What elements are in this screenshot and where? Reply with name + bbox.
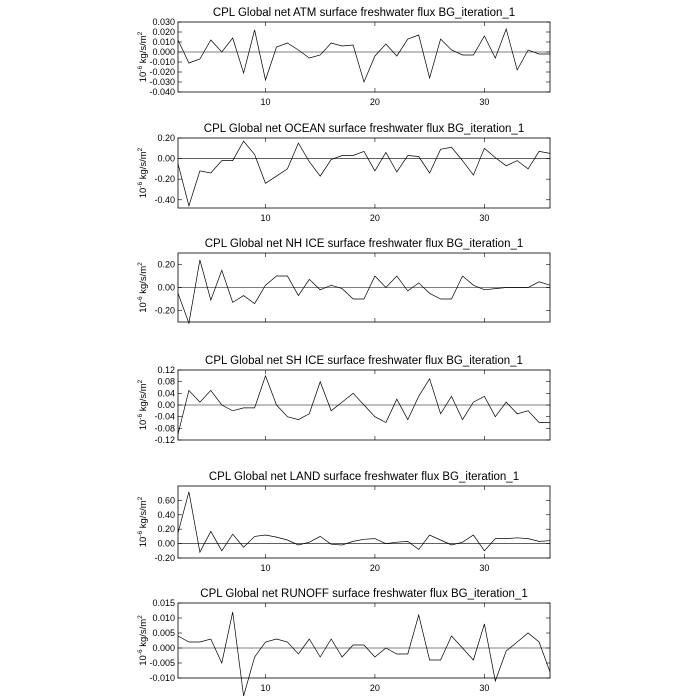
series-line bbox=[178, 612, 550, 696]
y-tick-label: 0.00 bbox=[157, 282, 175, 293]
y-axis-label: $10^{-6}$ $kg/s/m^2$ bbox=[137, 615, 149, 666]
y-axis-label: $10^{-6}$ $kg/s/m^2$ bbox=[137, 262, 149, 313]
y-tick-label: -0.20 bbox=[154, 174, 175, 185]
panel-6 bbox=[137, 588, 550, 696]
y-tick-label: -0.010 bbox=[149, 57, 175, 67]
plot-frame bbox=[178, 486, 550, 558]
y-tick-label: -0.12 bbox=[154, 435, 175, 445]
x-tick-label: 30 bbox=[479, 563, 490, 573]
series-line bbox=[178, 492, 550, 552]
y-axis-label: $10^{-6}$ $kg/s/m^2$ bbox=[137, 31, 149, 83]
y-tick-label: -0.08 bbox=[154, 423, 175, 434]
series-line bbox=[178, 29, 550, 82]
y-tick-label: -0.04 bbox=[154, 411, 175, 422]
y-axis-label: $10^{-6}$ $kg/s/m^2$ bbox=[137, 496, 149, 548]
y-tick-label: 0.60 bbox=[157, 495, 175, 506]
y-tick-label: 0.20 bbox=[157, 524, 175, 535]
y-tick-label: 0.00 bbox=[157, 400, 175, 410]
x-tick-label: 10 bbox=[260, 213, 271, 223]
series-line bbox=[178, 141, 550, 206]
panel-title: CPL Global net RUNOFF surface freshwater flux BG_iteration_1 bbox=[200, 588, 528, 600]
y-tick-label: -0.40 bbox=[154, 194, 175, 205]
y-tick-label: 0.40 bbox=[157, 509, 175, 520]
y-tick-label: -0.010 bbox=[149, 673, 175, 683]
plot-frame bbox=[178, 603, 550, 678]
panel-title: CPL Global net NH ICE surface freshwater flux BG_iteration_1 bbox=[204, 238, 524, 250]
x-tick-label: 30 bbox=[479, 213, 490, 223]
x-tick-label: 30 bbox=[479, 683, 490, 693]
y-tick-label: -0.020 bbox=[149, 67, 175, 77]
y-tick-label: 0.010 bbox=[152, 37, 175, 47]
panel-2 bbox=[137, 123, 550, 223]
plot-frame bbox=[178, 138, 550, 208]
y-tick-label: -0.005 bbox=[149, 658, 175, 668]
y-tick-label: 0.000 bbox=[152, 47, 175, 57]
y-tick-label: 0.20 bbox=[157, 133, 175, 143]
y-axis-label: $10^{-6}$ $kg/s/m^2$ bbox=[137, 147, 149, 199]
x-tick-label: 10 bbox=[260, 683, 271, 693]
y-tick-label: 0.030 bbox=[152, 17, 175, 27]
panel-title: CPL Global net SH ICE surface freshwater flux BG_iteration_1 bbox=[205, 355, 523, 367]
y-tick-label: 0.010 bbox=[152, 613, 175, 623]
panel-title: CPL Global net ATM surface freshwater flux BG_iteration_1 bbox=[212, 7, 516, 19]
y-tick-label: -0.20 bbox=[154, 553, 175, 563]
y-tick-label: 0.00 bbox=[157, 153, 175, 164]
panel-4 bbox=[137, 355, 550, 445]
y-tick-label: 0.04 bbox=[157, 388, 175, 399]
y-tick-label: 0.08 bbox=[157, 376, 175, 387]
y-tick-label: 0.015 bbox=[152, 598, 175, 608]
panel-title: CPL Global net OCEAN surface freshwater flux BG_iteration_1 bbox=[203, 123, 525, 135]
x-tick-label: 20 bbox=[369, 213, 380, 223]
y-axis-label: $10^{-6}$ $kg/s/m^2$ bbox=[137, 379, 149, 431]
y-tick-label: 0.020 bbox=[152, 27, 175, 37]
panel-3 bbox=[137, 238, 550, 323]
x-tick-label: 10 bbox=[260, 97, 271, 107]
x-tick-label: 20 bbox=[369, 563, 380, 573]
y-tick-label: 0.12 bbox=[157, 365, 175, 375]
y-tick-label: 0.005 bbox=[152, 628, 175, 638]
panel-1 bbox=[137, 7, 550, 107]
y-tick-label: 0.00 bbox=[157, 538, 175, 549]
x-tick-label: 20 bbox=[369, 683, 380, 693]
series-line bbox=[178, 260, 550, 323]
y-tick-label: -0.20 bbox=[154, 305, 175, 316]
x-tick-label: 30 bbox=[479, 97, 490, 107]
panel-5 bbox=[137, 471, 550, 573]
y-tick-label: 0.000 bbox=[152, 643, 175, 653]
y-tick-label: -0.030 bbox=[149, 77, 175, 87]
y-tick-label: 0.20 bbox=[157, 259, 175, 270]
x-tick-label: 10 bbox=[260, 563, 271, 573]
panel-title: CPL Global net LAND surface freshwater flux BG_iteration_1 bbox=[208, 471, 520, 483]
y-tick-label: -0.040 bbox=[149, 87, 175, 97]
x-tick-label: 20 bbox=[369, 97, 380, 107]
